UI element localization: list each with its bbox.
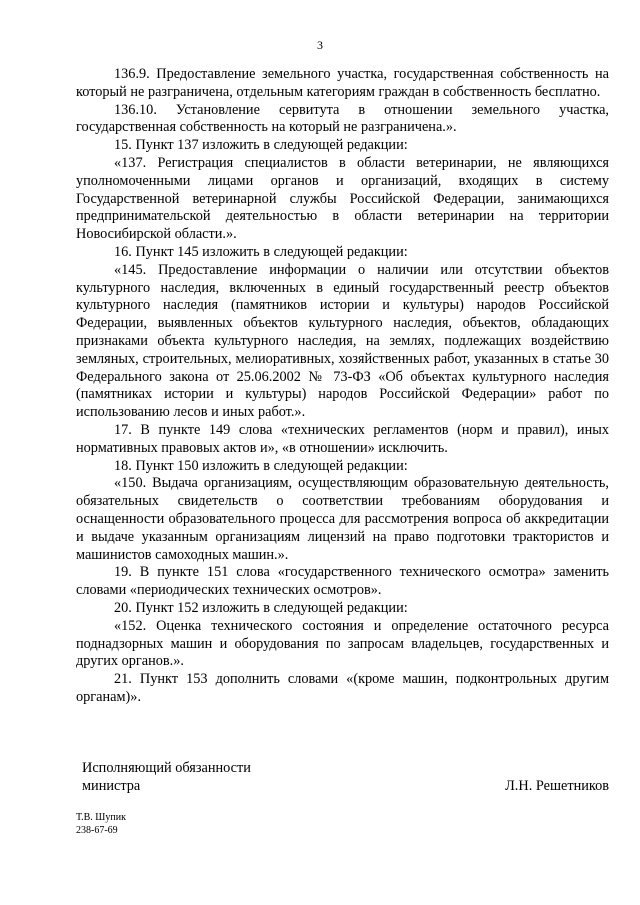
signer-title: Исполняющий обязанности [82,760,251,776]
executor-info [76,812,126,837]
paragraph-145: «145. Предоставление информации о наличии или отсутствии объектов культурного наследия, включенных в единый государственный реестр объектов культурного наследия (памятников истории и культуры) народов Российской Федерации, выявленных объектов культурного наследия, объектов, обладающих признаками объекта культурного наследия, на землях, подлежащих воздействию земляных, строительных, мелиоративных, хозяйственных работ, указанных в статье 30 Федерального закона от 25.06.2002 № 73-ФЗ «Об объектах культурного наследия (памятниках истории и культуры) народов Российской Федерации» работ по использованию лесов и иных работ.». [76,261,609,421]
paragraph-137: «137. Регистрация специалистов в области ветеринарии, не являющихся уполномоченными лицами органов и организаций, входящих в систему Государственной ветеринарной службы Российской Федерации, занимающихся предпринимательской деятельностью в области ветеринарии на территории Новосибирской области.». [76,154,609,243]
paragraph-item-15: 15. Пункт 137 изложить в следующей редакции: [114,137,408,154]
paragraph-item-17: 17. В пункте 149 слова «технических регламентов (норм и правил), иных нормативных правовых актов и», «в отношении» исключить. [76,421,609,456]
paragraph-item-20: 20. Пункт 152 изложить в следующей редакции: [114,599,408,616]
signer-position: министра [82,777,141,794]
document-body [76,66,609,707]
page-number: 3 [317,38,323,52]
paragraph-item-21: 21. Пункт 153 дополнить словами «(кроме машин, подконтрольных другим органам)». [76,671,609,705]
paragraph-item-18: 18. Пункт 150 изложить в следующей редакции: [114,457,408,474]
signature-row [82,778,609,796]
paragraph-item-16: 16. Пункт 145 изложить в следующей редакции: [114,243,408,260]
executor-phone: 238-67-69 [76,824,118,836]
paragraph-item-19: 19. В пункте 151 слова «государственного технического осмотра» заменить словами «периодических технических осмотров». [76,564,609,599]
executor-name: Т.В. Шупик [76,812,126,823]
signer-name: Л.Н. Решетников [505,777,609,794]
signature-block [82,760,609,796]
paragraph-152: «152. Оценка технического состояния и определение остаточного ресурса поднадзорных машин и оборудования по запросам владельцев, государственных и других органов.». [76,617,609,670]
paragraph-136-10: 136.10. Установление сервитута в отношении земельного участка, государственная собственность на который не разграничена.». [76,101,609,136]
paragraph-150: «150. Выдача организациям, осуществляющим образовательную деятельность, обязательных свидетельств о соответствии требованиям оборудования и оснащенности образовательного процесса для рассмотрения вопроса об аккредитации и выдаче указанным организациям лицензий на право подготовки трактористов и машинистов самоходных машин.». [76,475,609,563]
paragraph-136-9: 136.9. Предоставление земельного участка, государственная собственность на который не разграничена, отдельным категориям граждан в собственность бесплатно. [76,66,609,100]
